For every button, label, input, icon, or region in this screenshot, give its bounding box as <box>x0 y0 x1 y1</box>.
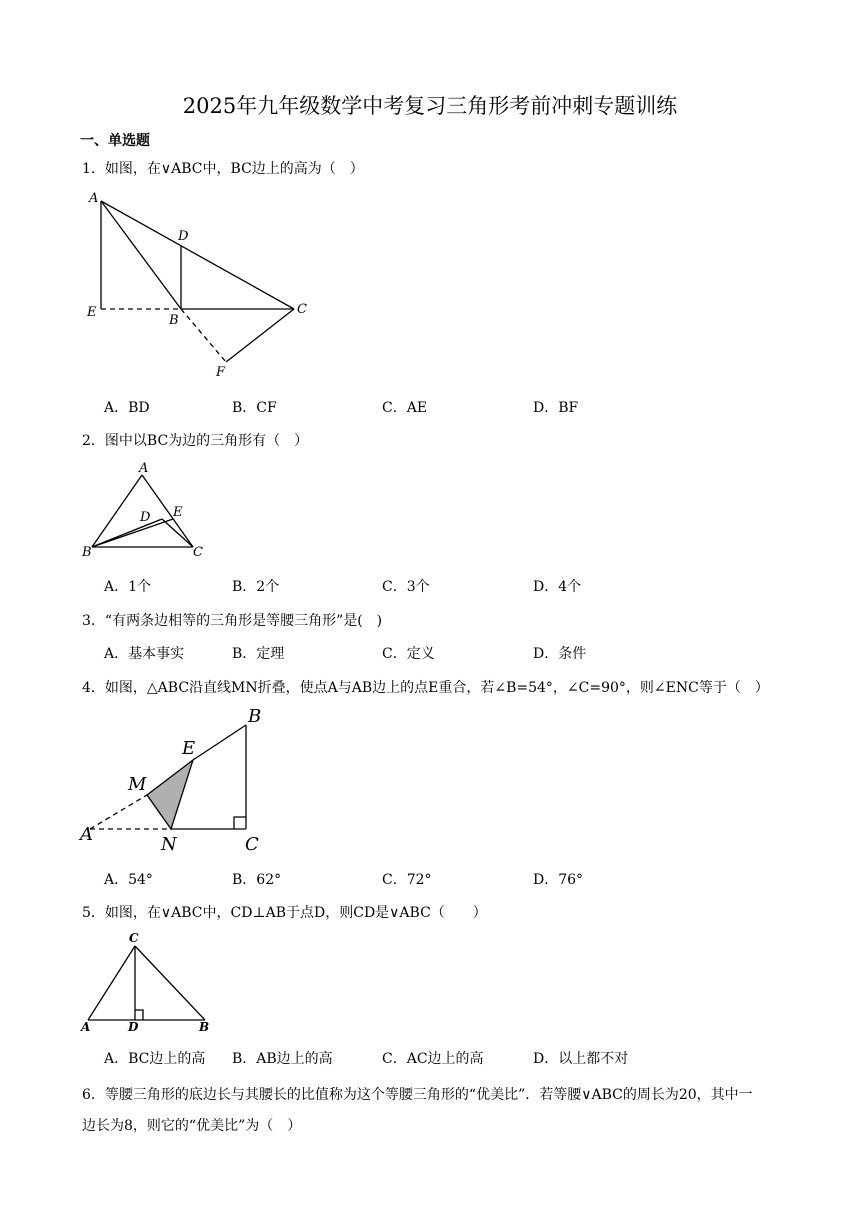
label-c: C <box>245 834 259 855</box>
section-heading: 一、单选题 <box>80 133 150 149</box>
q2-option-d[interactable]: D．4个 <box>533 579 582 595</box>
q3-option-b[interactable]: B．定理 <box>232 646 285 662</box>
q3-option-c[interactable]: C．定义 <box>382 646 435 662</box>
label-d: D <box>128 1020 139 1034</box>
label-n: N <box>161 834 177 855</box>
line-ac <box>88 946 135 1020</box>
label-a: A <box>89 191 99 206</box>
question-4-figure <box>78 700 278 855</box>
line-dc <box>162 519 193 547</box>
line-fc <box>226 309 294 362</box>
q5-option-a[interactable]: A．BC边上的高 <box>104 1051 206 1067</box>
q4-option-b[interactable]: B．62° <box>232 872 282 888</box>
label-f: F <box>216 365 226 380</box>
label-e: E <box>173 505 183 520</box>
label-b: B <box>82 545 92 560</box>
label-a: A <box>139 461 149 476</box>
shaded-triangle-men <box>147 760 193 829</box>
question-5-stem: 5．如图，在∨ABC中，CD⊥AB于点D，则CD是∨ABC（ ） <box>82 905 487 921</box>
question-3-stem: 3．“有两条边相等的三角形是等腰三角形”是( ) <box>82 613 383 629</box>
q5-option-b[interactable]: B．AB边上的高 <box>232 1051 333 1067</box>
line-ab <box>101 201 181 309</box>
question-1-figure <box>82 188 322 383</box>
label-d: D <box>140 510 151 525</box>
question-1-stem: 1．如图，在∨ABC中，BC边上的高为（ ） <box>82 161 364 177</box>
q3-option-d[interactable]: D．条件 <box>533 646 587 662</box>
question-2-stem: 2．图中以BC为边的三角形有（ ） <box>82 433 309 449</box>
q4-option-a[interactable]: A．54° <box>104 872 153 888</box>
q1-option-b[interactable]: B．CF <box>232 400 277 416</box>
line-ac <box>101 201 294 309</box>
question-4-stem: 4．如图，△ABC沿直线MN折叠，使点A与AB边上的点E重合，若∠B=54°，∠C=90°，则∠ENC等于（ ） <box>82 680 769 696</box>
q1-option-d[interactable]: D．BF <box>533 400 579 416</box>
q2-option-a[interactable]: A．1个 <box>104 579 152 595</box>
label-d: D <box>178 229 189 244</box>
q2-option-b[interactable]: B．2个 <box>232 579 280 595</box>
line-eb <box>193 725 246 760</box>
question-2-figure <box>80 458 220 563</box>
q5-option-c[interactable]: C．AC边上的高 <box>382 1051 484 1067</box>
label-c: C <box>297 302 307 317</box>
label-b: B <box>199 1020 210 1034</box>
label-b: B <box>248 706 262 727</box>
q1-option-c[interactable]: C．AE <box>382 400 428 416</box>
question-5-figure <box>78 928 228 1036</box>
q1-option-a[interactable]: A．BD <box>104 400 150 416</box>
q3-option-a[interactable]: A．基本事实 <box>104 646 185 662</box>
q4-option-c[interactable]: C．72° <box>382 872 432 888</box>
label-a: A <box>80 824 93 845</box>
q2-option-c[interactable]: C．3个 <box>382 579 430 595</box>
dashed-am <box>90 795 147 829</box>
line-ab <box>92 475 142 547</box>
label-e: E <box>182 738 196 759</box>
label-b: B <box>169 313 179 328</box>
line-cb <box>135 946 205 1020</box>
dashed-bf <box>181 309 226 362</box>
q5-option-d[interactable]: D．以上都不对 <box>533 1051 629 1067</box>
label-c: C <box>129 931 139 945</box>
right-angle-mark <box>135 1010 143 1020</box>
label-e: E <box>87 305 97 320</box>
page-title: 2025年九年级数学中考复习三角形考前冲刺专题训练 <box>182 94 678 118</box>
label-a: A <box>81 1020 91 1034</box>
label-m: M <box>128 774 147 795</box>
label-c: C <box>193 545 203 560</box>
question-6-stem-line-1: 6．等腰三角形的底边长与其腰长的比值称为这个等腰三角形的“优美比”．若等腰∨ABC的周长为20，其中一 <box>82 1087 753 1103</box>
q4-option-d[interactable]: D．76° <box>533 872 584 888</box>
right-angle-mark <box>234 817 246 829</box>
question-6-stem-line-2: 边长为8，则它的“优美比”为（ ） <box>82 1118 302 1134</box>
